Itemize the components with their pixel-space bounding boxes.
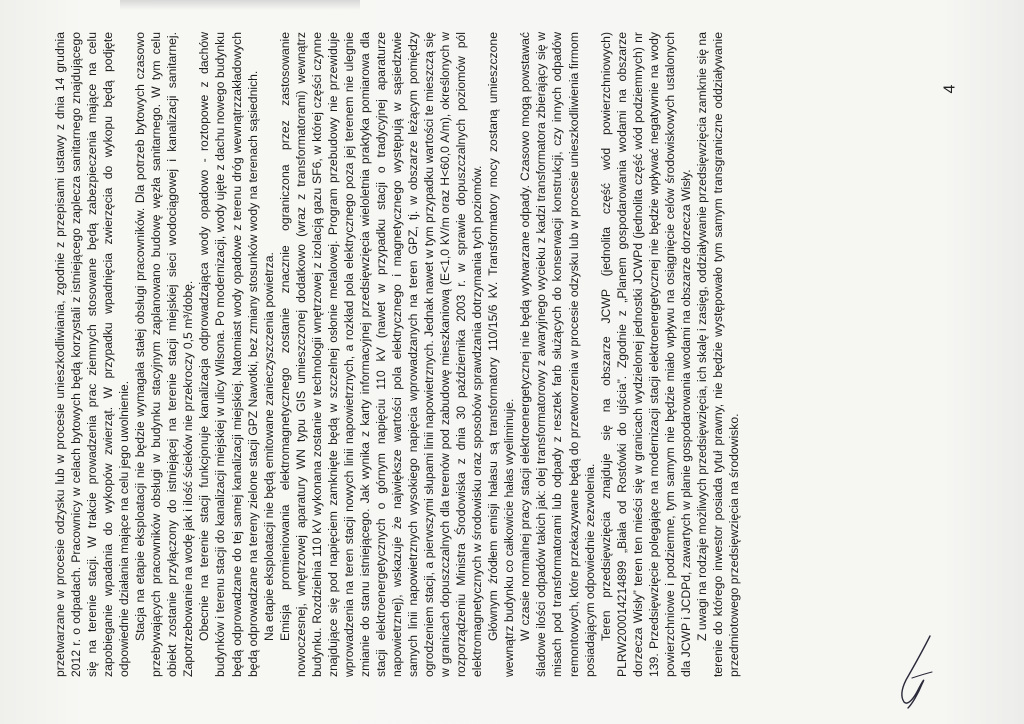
paragraph-1: przetwarzane w procesie odzysku lub w procesie unieszkodliwiania, zgodnie z przepisami ustawy z dnia 14 grudnia 2012 r. o odpadach. Pracownicy w celach bytowych będą korzystali z istniejącego zaplecza sanitarnego znajdującego się na terenie stacji. W trakcie prowadzenia prac ziemnych stosowane będą zabezpieczenia mające na celu zapobieganie wpadania do wykopów zwierząt. W przypadku wpadnięcia zwierzęcia do wykopu będą podjęte odpowiednie działania mające na celu jego uwolnienie. xyxy=(53,32,132,677)
page-number: 4 xyxy=(941,84,959,94)
paragraph-4: Na etapie eksploatacji nie będą emitowane zanieczyszczenia powietrza. xyxy=(261,252,276,641)
paragraph-7: W czasie normalnej pracy stacji elektroenergetycznej nie będą wytwarzane odpady. Czasowo mogą powstawać śladowe ilości odpadów takich jak: olej transformatorowy z awaryjnego wycieku z kadzi transformatora zbierający się w misach pod transformatorami lub odpady z resztek farb służących do konserwacji konstrukcji, czy innych odpadów remontowych, które przekazywane będą do przetworzenia w procesie odzysku lub w procesie unieszkodliwienia firmom posiadającym odpowiednie zezwolenia. xyxy=(518,32,597,677)
paragraph-3: Obecnie na terenie stacji funkcjonuje kanalizacja odprowadzająca wody opadowo - roztopowe z dachów budynków i terenu stacji do kanalizacji miejskiej w ulicy Wilsona. Po modernizacji, wody ujęte z dachu nowego budynku będą odprowadzane do tej samej kanalizacji miejskiej. Natomiast wody opadowe z terenu dróg wewnątrzzakładowych będą odprowadzane na tereny zielone stacji GPZ Nawotki, bez zmiany stosunków wody na terenach sąsiednich. xyxy=(197,32,260,677)
paragraph-6: Głównym źródłem emisji hałasu są transformatory 110/15/6 kV. Transformatory mocy zostaną umieszczone wewnątrz budynku co całkowicie hałas wyeliminuje. xyxy=(486,32,517,677)
paragraph-8: Teren przedsięwzięcia znajduje się na obszarze JCWP (jednolita część wód powierzchniowych) PLRW200014214899 „Biała od Rostówki do ujścia”. Zgodnie z „Planem gospodarowania wodami na obszarze dorzecza Wisły” teren ten mieści się w granicach wydzielonej jednostki JCWPd (jednolita część wód podziemnych) nr 139. Przedsięwzięcie polegające na modernizacji stacji elektroenergetycznej nie będzie wpływać negatywnie na wody powierzchniowe i podziemne, tym samym nie będzie miało wpływu na osiągnięcie celów środowiskowych ustalonych dla JCWP i JCDPd, zawartych w planie gospodarowania wodami na obszarze dorzecza Wisły. xyxy=(598,32,693,677)
handwritten-signature xyxy=(892,632,952,712)
document-body xyxy=(52,32,936,677)
paragraph-5: Emisja promieniowania elektromagnetycznego zostanie znacznie ograniczona przez zastosowanie nowoczesnej, wnętrzowej aparatury WN typu GIS umieszczonej dodatkowo (wraz z transformatorami) wewnątrz budynku. Rozdzielnia 110 kV wykonana zostanie w technologii wnętrzowej z izolacją gazu SF6, w której części czynne znajdujące się pod napięciem zamknięte będą w szczelnej osłonie metalowej. Program przebudowy nie przewiduje wprowadzenia na teren stacji nowych linii napowietrznych, a rozkład pola elektrycznego poza jej terenem nie ulegnie zmianie do stanu istniejącego. Jak wynika z karty informacyjnej przedsięwzięcia wieloletnia praktyka pomiarowa dla stacji elektroenergetycznych o górnym napięciu 110 kV (nawet w przypadku stacji o tradycyjnej aparaturze napowietrznej), wskazuje że największe wartości pola elektrycznego i magnetycznego występują w sąsiedztwie samych linii napowietrznych wysokiego napięcia wprowadzanych na teren GPZ, tj. w obszarze leżącym pomiędzy ogrodzeniem stacji, a pierwszymi słupami linii napowietrznych. Jednak nawet w tym przypadku wartości te mieszczą się w granicach dopuszczalnych dla terenów pod zabudowę mieszkaniową (E<1,0 kV/m oraz H<60,0 A/m), określonych w rozporządzeniu Ministra Środowiska z dnia 30 października 2003 r. w sprawie dopuszczalnych poziomów pól elektromagnetycznych w środowisku oraz sposobów sprawdzania dotrzymania tych poziomów. xyxy=(277,32,485,677)
paragraph-9: Z uwagi na rodzaje możliwych przedsięwzięcia, ich skalę i zasięg, oddziaływanie przedsięwzięcia zamknie się na terenie do którego inwestor posiada tytuł prawny, nie będzie występowało tym samym transgraniczne oddziaływanie przedmiotowego przedsięwzięcia na środowisko. xyxy=(694,32,741,677)
scan-artifact xyxy=(120,0,360,10)
paragraph-2: Stacja na etapie eksploatacji nie będzie wymagała stałej obsługi pracowników. Dla potrzeb bytowych czasowo przebywających pracowników obsługi w budynku stacyjnym zaplanowano budowę węzła sanitarnego. W tym celu obiekt zostanie przyłączony do istniejącej na terenie stacji miejskiej sieci wodociągowej i kanalizacji sanitarnej. Zapotrzebowanie na wodę jak i ilość ścieków nie przekroczy 0,5 m³/dobę. xyxy=(133,32,196,677)
